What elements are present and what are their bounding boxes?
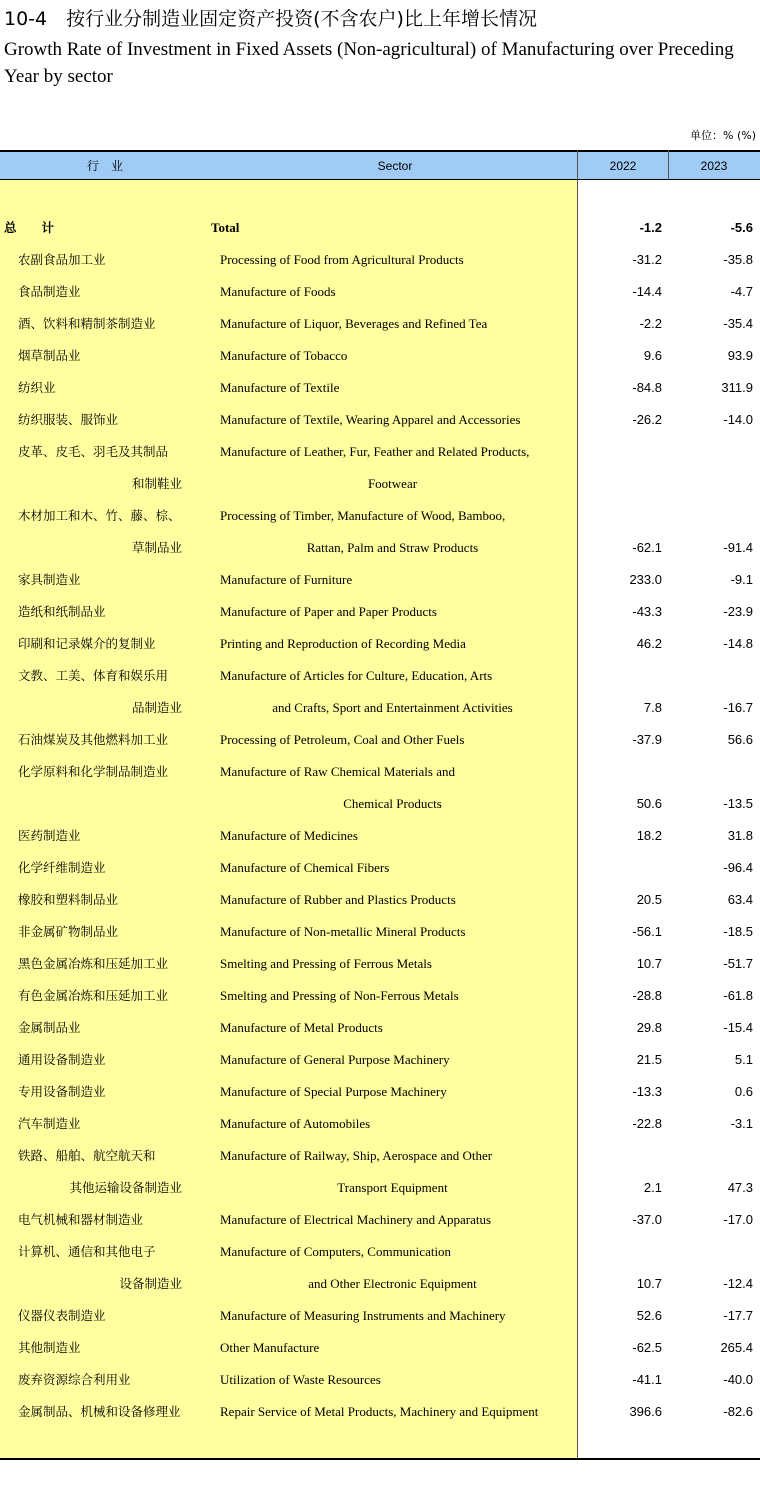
value-2023: -40.0 (723, 1372, 753, 1387)
sector-name-en: Manufacture of Tobacco (220, 348, 348, 363)
value-2023: -12.4 (723, 1276, 753, 1291)
value-2023: -96.4 (723, 860, 753, 875)
sector-name-cn: 汽车制造业 (18, 1116, 81, 1131)
value-2022: -26.2 (632, 412, 662, 427)
sector-name-cn: 专用设备制造业 (18, 1084, 106, 1099)
page-title-cn: 10-4 按行业分制造业固定资产投资(不含农户)比上年增长情况 (4, 8, 537, 30)
value-2022: 18.2 (636, 828, 662, 843)
sector-name-en: Smelting and Pressing of Ferrous Metals (220, 956, 432, 971)
table-row (0, 404, 760, 436)
sector-name-cn: 仪器仪表制造业 (18, 1308, 106, 1323)
value-2023: 63.4 (727, 892, 753, 907)
value-2023: 56.6 (727, 732, 753, 747)
value-2023: -5.6 (730, 220, 753, 235)
sector-name-en-cont: and Other Electronic Equipment (308, 1276, 477, 1291)
value-2022: -31.2 (632, 252, 662, 267)
value-2023: -3.1 (730, 1116, 753, 1131)
sector-name-cn: 家具制造业 (18, 572, 81, 587)
value-2022: -14.4 (632, 284, 662, 299)
value-2022: 10.7 (636, 1276, 662, 1291)
sector-name-cn: 化学原料和化学制品制造业 (18, 764, 169, 779)
sector-name-en: Printing and Reproduction of Recording Media (220, 636, 466, 651)
sector-name-cn: 酒、饮料和精制茶制造业 (18, 316, 156, 331)
table-row (0, 340, 760, 372)
table-row (0, 500, 760, 564)
value-2023: -18.5 (723, 924, 753, 939)
table-row (0, 212, 760, 244)
sector-name-cn: 食品制造业 (18, 284, 81, 299)
value-2022: -43.3 (632, 604, 662, 619)
sector-name-en-cont: Rattan, Palm and Straw Products (306, 540, 479, 555)
sector-name-en: Manufacture of Measuring Instruments and Machinery (220, 1308, 506, 1323)
sector-name-cn-cont: 设备制造业 (119, 1276, 182, 1291)
table-row (0, 916, 760, 948)
sector-name-cn: 医药制造业 (18, 828, 81, 843)
sector-name-en-cont: and Crafts, Sport and Entertainment Activities (272, 700, 513, 715)
sector-name-en: Manufacture of Textile, Wearing Apparel and Accessories (220, 412, 521, 427)
sector-name-cn: 废弃资源综合利用业 (18, 1372, 131, 1387)
sector-name-cn-cont: 品制造业 (131, 700, 182, 715)
table-row (0, 276, 760, 308)
sector-name-en: Total (211, 220, 240, 235)
value-2023: -16.7 (723, 700, 753, 715)
table-row (0, 660, 760, 724)
sector-name-cn-cont: 草制品业 (131, 540, 182, 555)
value-2022: -62.5 (632, 1340, 662, 1355)
value-2023: -4.7 (730, 284, 753, 299)
sector-name-cn: 木材加工和木、竹、藤、棕、 (18, 508, 181, 523)
table-row (0, 564, 760, 596)
header-sector-en: Sector (377, 159, 413, 173)
table-row (0, 1108, 760, 1140)
sector-name-en: Manufacture of Rubber and Plastics Products (220, 892, 456, 907)
value-2023: 5.1 (734, 1052, 753, 1067)
table-row (0, 1300, 760, 1332)
table-row (0, 1396, 760, 1428)
table-row (0, 1076, 760, 1108)
table-row (0, 1012, 760, 1044)
data-table (0, 150, 760, 1460)
sector-name-cn: 其他制造业 (18, 1340, 81, 1355)
value-2023: -9.1 (730, 572, 753, 587)
sector-name-en: Other Manufacture (220, 1340, 320, 1355)
sector-name-cn: 石油煤炭及其他燃料加工业 (18, 732, 169, 747)
header-2023: 2023 (700, 159, 728, 173)
value-2022: 21.5 (636, 1052, 662, 1067)
sector-name-en: Manufacture of Raw Chemical Materials and (220, 764, 455, 779)
table-row (0, 1332, 760, 1364)
header-2022: 2022 (609, 159, 637, 173)
value-2022: 46.2 (636, 636, 662, 651)
value-2022: 7.8 (643, 700, 662, 715)
table-row (0, 596, 760, 628)
value-2023: 47.3 (727, 1180, 753, 1195)
value-2022: -22.8 (632, 1116, 662, 1131)
sector-name-en: Processing of Food from Agricultural Products (220, 252, 464, 267)
table-row (0, 1140, 760, 1204)
sector-name-en: Manufacture of Computers, Communication (220, 1244, 452, 1259)
sector-name-cn: 化学纤维制造业 (18, 860, 106, 875)
sector-name-cn: 铁路、船舶、航空航天和 (18, 1148, 156, 1163)
sector-name-cn: 金属制品业 (18, 1020, 81, 1035)
sector-name-en: Manufacture of Articles for Culture, Education, Arts (220, 668, 493, 683)
sector-name-en: Utilization of Waste Resources (220, 1372, 381, 1387)
value-2022: 9.6 (643, 348, 662, 363)
value-2022: 52.6 (636, 1308, 662, 1323)
page-title-en: Growth Rate of Investment in Fixed Assets (Non-agricultural) of Manufacturing over Preceding Year by sector (4, 39, 734, 87)
sector-name-en: Manufacture of Electrical Machinery and Apparatus (220, 1212, 492, 1227)
sector-name-en: Manufacture of Medicines (220, 828, 358, 843)
sector-name-en: Manufacture of Chemical Fibers (220, 860, 390, 875)
value-2022: -84.8 (632, 380, 662, 395)
value-2023: -13.5 (723, 796, 753, 811)
sector-name-cn: 非金属矿物制品业 (18, 924, 119, 939)
value-2023: -14.0 (723, 412, 753, 427)
table-row (0, 1044, 760, 1076)
sector-name-cn: 金属制品、机械和设备修理业 (18, 1404, 181, 1419)
sector-name-cn: 造纸和纸制品业 (18, 604, 106, 619)
sector-name-cn: 计算机、通信和其他电子 (18, 1244, 156, 1259)
table-bottom-border (0, 1458, 760, 1460)
value-2023: -14.8 (723, 636, 753, 651)
sector-name-cn-cont: 和制鞋业 (131, 476, 182, 491)
value-2023: -17.0 (723, 1212, 753, 1227)
value-2023: -51.7 (723, 956, 753, 971)
value-2023: -23.9 (723, 604, 753, 619)
sector-name-cn: 总 计 (4, 220, 55, 235)
value-2022: 50.6 (636, 796, 662, 811)
sector-name-en: Manufacture of Metal Products (220, 1020, 383, 1035)
value-2023: -61.8 (723, 988, 753, 1003)
sector-name-cn: 通用设备制造业 (18, 1052, 106, 1067)
sector-name-cn: 黑色金属冶炼和压延加工业 (18, 956, 169, 971)
table-row (0, 436, 760, 500)
sector-name-en: Repair Service of Metal Products, Machinery and Equipment (220, 1404, 539, 1419)
sector-name-en: Manufacture of Liquor, Beverages and Refined Tea (220, 316, 488, 331)
value-2022: -28.8 (632, 988, 662, 1003)
value-2022: -37.0 (632, 1212, 662, 1227)
sector-name-en: Processing of Timber, Manufacture of Wood, Bamboo, (220, 508, 506, 523)
table-row (0, 980, 760, 1012)
sector-name-en-cont: Transport Equipment (337, 1180, 448, 1195)
sector-name-cn: 有色金属冶炼和压延加工业 (18, 988, 169, 1003)
value-2022: -56.1 (632, 924, 662, 939)
value-2022: -62.1 (632, 540, 662, 555)
table-row (0, 820, 760, 852)
sector-name-en: Manufacture of Automobiles (220, 1116, 371, 1131)
value-2023: -35.8 (723, 252, 753, 267)
sector-name-en-cont: Footwear (367, 476, 418, 491)
table-row (0, 244, 760, 276)
sector-name-cn: 纺织业 (18, 380, 56, 395)
sector-name-en-cont: Chemical Products (343, 796, 442, 811)
sector-name-cn: 烟草制品业 (18, 348, 81, 363)
value-2023: 31.8 (727, 828, 753, 843)
table-row (0, 1236, 760, 1300)
value-2022: -13.3 (632, 1084, 662, 1099)
value-2022: 29.8 (636, 1020, 662, 1035)
sector-name-en: Manufacture of Foods (220, 284, 336, 299)
value-2022: 233.0 (629, 572, 662, 587)
value-2022: 10.7 (636, 956, 662, 971)
value-2023: -35.4 (723, 316, 753, 331)
sector-name-cn: 电气机械和器材制造业 (18, 1212, 144, 1227)
value-2023: -17.7 (723, 1308, 753, 1323)
value-2022: 20.5 (636, 892, 662, 907)
sector-name-en: Manufacture of Railway, Ship, Aerospace and Other (220, 1148, 493, 1163)
sector-name-cn: 纺织服装、服饰业 (18, 412, 119, 427)
table-row (0, 884, 760, 916)
sector-name-cn: 皮革、皮毛、羽毛及其制品 (18, 444, 169, 459)
table-row (0, 1204, 760, 1236)
value-2023: 0.6 (734, 1084, 753, 1099)
unit-label: 单位：% (%) (690, 129, 756, 142)
value-2023: 93.9 (727, 348, 753, 363)
table-row (0, 308, 760, 340)
sector-name-en: Smelting and Pressing of Non-Ferrous Metals (220, 988, 459, 1003)
table-row (0, 948, 760, 980)
sector-name-cn: 印刷和记录媒介的复制业 (18, 636, 156, 651)
sector-name-en: Processing of Petroleum, Coal and Other Fuels (220, 732, 465, 747)
value-2022: -37.9 (632, 732, 662, 747)
value-2022: -2.2 (639, 316, 662, 331)
sector-name-cn: 农副食品加工业 (18, 252, 106, 267)
sector-name-en: Manufacture of Special Purpose Machinery (220, 1084, 447, 1099)
header-sector-cn: 行 业 (86, 159, 123, 173)
table-row (0, 1364, 760, 1396)
sector-name-en: Manufacture of Leather, Fur, Feather and Related Products, (220, 444, 530, 459)
sector-name-en: Manufacture of Furniture (220, 572, 353, 587)
sector-name-en: Manufacture of Paper and Paper Products (220, 604, 437, 619)
value-2023: 311.9 (721, 380, 753, 395)
sector-name-en: Manufacture of Non-metallic Mineral Products (220, 924, 466, 939)
value-2022: -1.2 (639, 220, 662, 235)
value-2023: 265.4 (720, 1340, 753, 1355)
table-row (0, 724, 760, 756)
value-2023: -15.4 (723, 1020, 753, 1035)
value-2023: -91.4 (723, 540, 753, 555)
table-row (0, 852, 760, 884)
sector-name-cn-cont: 其他运输设备制造业 (69, 1180, 182, 1195)
sector-name-cn: 文教、工美、体育和娱乐用 (18, 668, 169, 683)
sector-name-en: Manufacture of Textile (220, 380, 340, 395)
value-2023: -82.6 (723, 1404, 753, 1419)
value-2022: 2.1 (643, 1180, 662, 1195)
value-2022: -41.1 (632, 1372, 662, 1387)
sector-name-en: Manufacture of General Purpose Machinery (220, 1052, 450, 1067)
table-row (0, 628, 760, 660)
value-2022: 396.6 (629, 1404, 662, 1419)
sector-name-cn: 橡胶和塑料制品业 (18, 892, 119, 907)
table-row (0, 756, 760, 820)
table-row (0, 372, 760, 404)
